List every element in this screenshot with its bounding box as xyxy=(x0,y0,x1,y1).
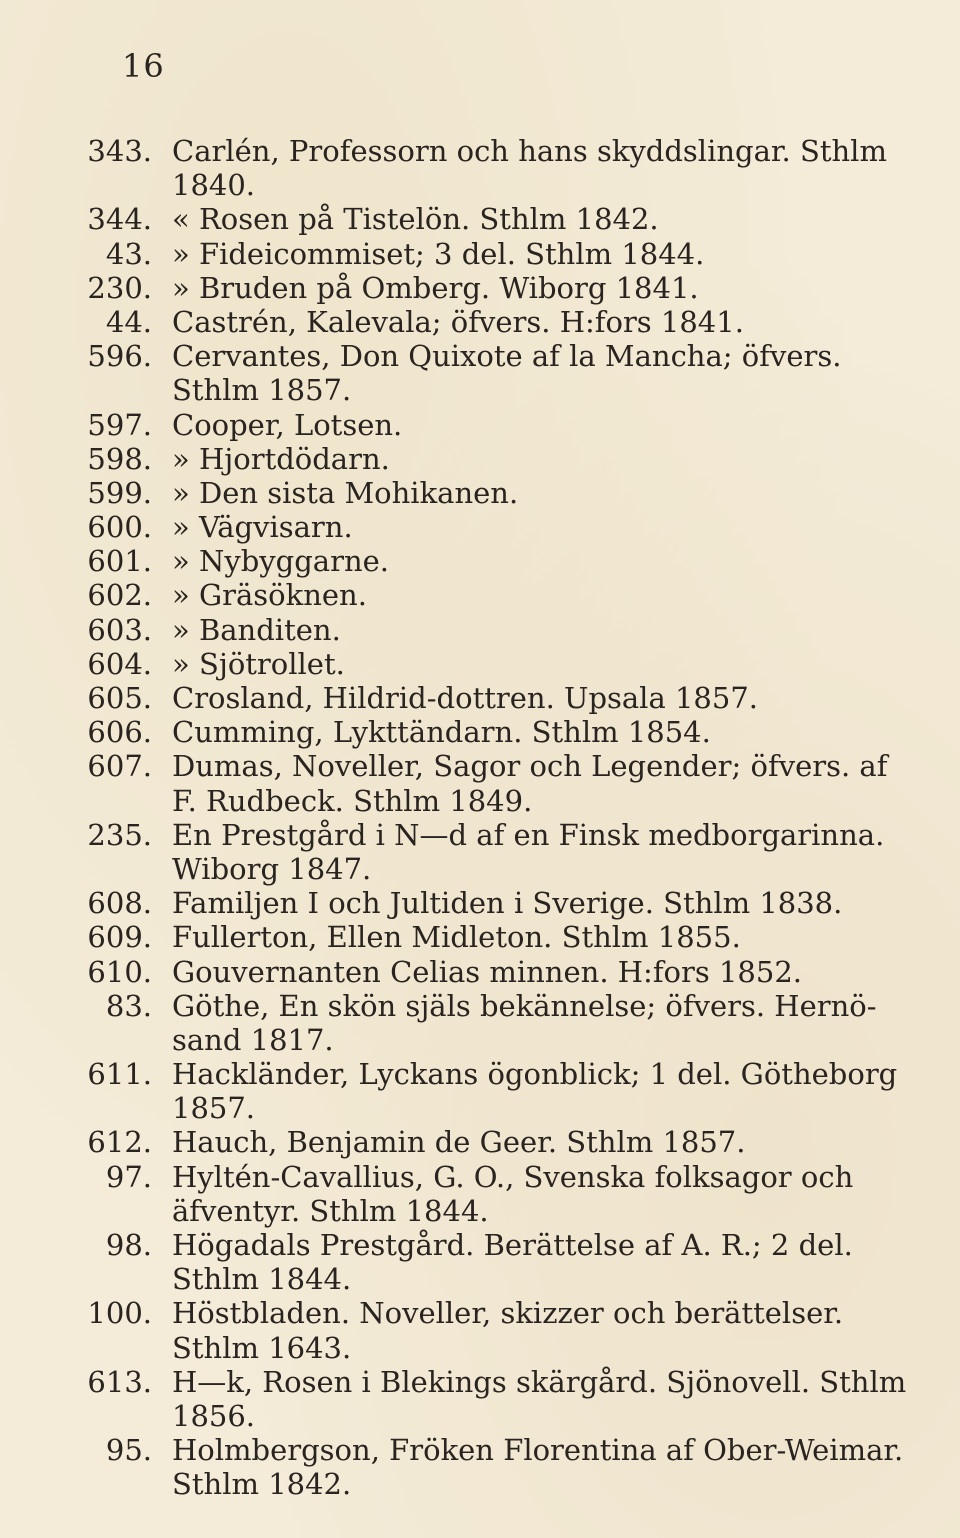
entry-text xyxy=(172,237,872,271)
entry-text xyxy=(172,647,872,681)
catalog-entry xyxy=(0,715,960,749)
entry-text xyxy=(172,1160,872,1228)
catalog-entry xyxy=(0,681,960,715)
entry-text xyxy=(172,1433,904,1502)
entry-number: 83. xyxy=(105,988,152,1023)
entry-continuation-line: 1856. xyxy=(172,1398,256,1433)
entry-line: Cooper, Lotsen. xyxy=(172,407,403,442)
entry-line: » Banditen. xyxy=(172,612,341,647)
entry-number: 235. xyxy=(87,817,152,852)
entry-line: » Den sista Mohikanen. xyxy=(172,475,519,510)
entry-number: 597. xyxy=(87,407,152,442)
catalog-entry xyxy=(0,886,960,920)
entry-text xyxy=(172,749,888,818)
entry-line: « Rosen på Tistelön. Sthlm 1842. xyxy=(172,202,659,237)
entry-text xyxy=(172,202,872,236)
entry-text xyxy=(172,681,872,715)
entry-line: Crosland, Hildrid-dottren. Upsala 1857. xyxy=(172,681,758,715)
catalog-entry xyxy=(0,442,960,476)
catalog-entry xyxy=(0,818,960,886)
entry-number: 608. xyxy=(87,886,152,921)
entry-number: 613. xyxy=(87,1364,152,1399)
catalog-entry xyxy=(0,749,960,817)
entry-line: Hackländer, Lyckans ögonblick; 1 del. Götheborg xyxy=(172,1057,898,1092)
entry-number: 600. xyxy=(87,510,152,545)
catalog-entry xyxy=(0,1057,960,1125)
entry-text xyxy=(172,339,872,407)
entry-text xyxy=(172,578,872,612)
entry-line: » Gräsöknen. xyxy=(172,578,367,613)
catalog-entry xyxy=(0,271,960,305)
entry-continuation-line: Sthlm 1842. xyxy=(172,1467,352,1502)
entry-number: 44. xyxy=(105,304,152,339)
entry-text xyxy=(172,613,872,647)
entry-number: 43. xyxy=(105,236,152,271)
catalog-entry xyxy=(0,510,960,544)
entry-line: Castrén, Kalevala; öfvers. H:fors 1841. xyxy=(172,304,744,339)
entry-line: Göthe, En skön själs bekännelse; öfvers. Hernö- xyxy=(172,988,877,1023)
entry-line: Hyltén-Cavallius, G. O., Svenska folksagor och xyxy=(172,1159,854,1194)
catalog-entry xyxy=(0,408,960,442)
entry-continuation-line: Wiborg 1847. xyxy=(172,851,372,886)
entry-line: Holmbergson, Fröken Florentina af Ober-Weimar. xyxy=(172,1433,904,1468)
entry-number: 609. xyxy=(87,920,152,955)
entry-number: 230. xyxy=(87,270,152,305)
entry-line: » Hjortdödarn. xyxy=(172,441,390,476)
entry-text xyxy=(172,134,887,203)
entry-line: » Vägvisarn. xyxy=(172,510,353,545)
catalog-entry xyxy=(0,202,960,236)
entry-text xyxy=(172,955,872,989)
entry-line: Höstbladen. Noveller, skizzer och berättelser. xyxy=(172,1296,844,1331)
entry-line: Gouvernanten Celias minnen. H:fors 1852. xyxy=(172,954,802,989)
catalog-entry xyxy=(0,1296,960,1364)
entry-text xyxy=(172,1296,872,1364)
entry-number: 599. xyxy=(87,475,152,510)
catalog-entry xyxy=(0,920,960,954)
entry-number: 95. xyxy=(105,1433,152,1468)
entry-text xyxy=(172,920,872,954)
entry-line: Cumming, Lykttändarn. Sthlm 1854. xyxy=(172,715,711,750)
entry-text xyxy=(172,886,872,920)
entry-text xyxy=(172,408,872,442)
entry-line: Dumas, Noveller, Sagor och Legender; öfvers. af xyxy=(172,749,888,784)
entry-text xyxy=(172,1125,872,1159)
catalog-entry xyxy=(0,134,960,202)
entry-number: 611. xyxy=(87,1057,152,1092)
entry-line: Fullerton, Ellen Midleton. Sthlm 1855. xyxy=(172,920,741,955)
entry-line: En Prestgård i N—d af en Finsk medborgarinna. xyxy=(172,817,885,852)
catalog-entry xyxy=(0,305,960,339)
catalog-entry xyxy=(0,339,960,407)
catalog-entry xyxy=(0,237,960,271)
entry-number: 344. xyxy=(87,202,152,237)
catalog-entry xyxy=(0,1433,960,1501)
entry-continuation-line: Sthlm 1857. xyxy=(172,373,352,408)
entry-number: 100. xyxy=(87,1296,152,1331)
entry-number: 612. xyxy=(87,1125,152,1160)
entry-text xyxy=(172,271,872,305)
catalog-entry xyxy=(0,1160,960,1228)
catalog-entry xyxy=(0,955,960,989)
entry-number: 98. xyxy=(105,1228,152,1262)
entry-continuation-line: 1857. xyxy=(172,1091,256,1126)
entry-text xyxy=(172,442,872,476)
catalog-entry xyxy=(0,476,960,510)
entry-line: Högadals Prestgård. Berättelse af A. R.; 2 del. xyxy=(172,1228,853,1262)
entry-number: 602. xyxy=(87,578,152,613)
catalog-entry xyxy=(0,647,960,681)
entry-text xyxy=(172,1364,907,1433)
entry-number: 601. xyxy=(87,544,152,579)
entry-line: » Nybyggarne. xyxy=(172,544,390,579)
entry-number: 610. xyxy=(87,954,152,989)
catalog-entry xyxy=(0,544,960,578)
entry-text xyxy=(172,817,885,886)
catalog-entry xyxy=(0,613,960,647)
entry-line: » Fideicommiset; 3 del. Sthlm 1844. xyxy=(172,236,705,271)
entry-number: 605. xyxy=(87,681,152,715)
entry-number: 607. xyxy=(87,749,152,784)
catalog-entry xyxy=(0,989,960,1057)
entry-text xyxy=(172,715,872,749)
entry-text xyxy=(172,544,872,578)
entry-number: 598. xyxy=(87,441,152,476)
catalog-entry xyxy=(0,1125,960,1159)
entry-continuation-line: Sthlm 1643. xyxy=(172,1330,352,1365)
entry-line: Familjen I och Jultiden i Sverige. Sthlm 1838. xyxy=(172,886,843,921)
entry-number: 604. xyxy=(87,646,152,681)
catalog-entry xyxy=(0,578,960,612)
entry-continuation-line: 1840. xyxy=(172,168,256,203)
entry-text xyxy=(172,988,877,1057)
catalog-entries xyxy=(0,134,960,1502)
entry-number: 97. xyxy=(105,1159,152,1194)
entry-line: Hauch, Benjamin de Geer. Sthlm 1857. xyxy=(172,1125,746,1160)
catalog-entry xyxy=(0,1228,960,1296)
entry-text xyxy=(172,1057,898,1126)
entry-text xyxy=(172,476,872,510)
page-number: 16 xyxy=(122,47,165,85)
entry-number: 603. xyxy=(87,612,152,647)
entry-continuation-line: F. Rudbeck. Sthlm 1849. xyxy=(172,783,533,818)
entry-line: » Bruden på Omberg. Wiborg 1841. xyxy=(172,270,699,305)
entry-number: 596. xyxy=(87,339,152,374)
entry-text xyxy=(172,1228,872,1296)
entry-continuation-line: sand 1817. xyxy=(172,1022,334,1057)
entry-line: Cervantes, Don Quixote af la Mancha; öfvers. xyxy=(172,339,842,374)
entry-text xyxy=(172,305,872,339)
entry-line: » Sjötrollet. xyxy=(172,646,345,681)
entry-number: 343. xyxy=(87,134,152,168)
entry-continuation-line: äfventyr. Sthlm 1844. xyxy=(172,1193,489,1228)
entry-line: Carlén, Professorn och hans skyddslingar. Sthlm xyxy=(172,134,887,168)
entry-number: 606. xyxy=(87,715,152,750)
entry-text xyxy=(172,510,872,544)
entry-line: H—k, Rosen i Blekings skärgård. Sjönovell. Sthlm xyxy=(172,1364,907,1399)
catalog-entry xyxy=(0,1365,960,1433)
entry-continuation-line: Sthlm 1844. xyxy=(172,1262,352,1297)
